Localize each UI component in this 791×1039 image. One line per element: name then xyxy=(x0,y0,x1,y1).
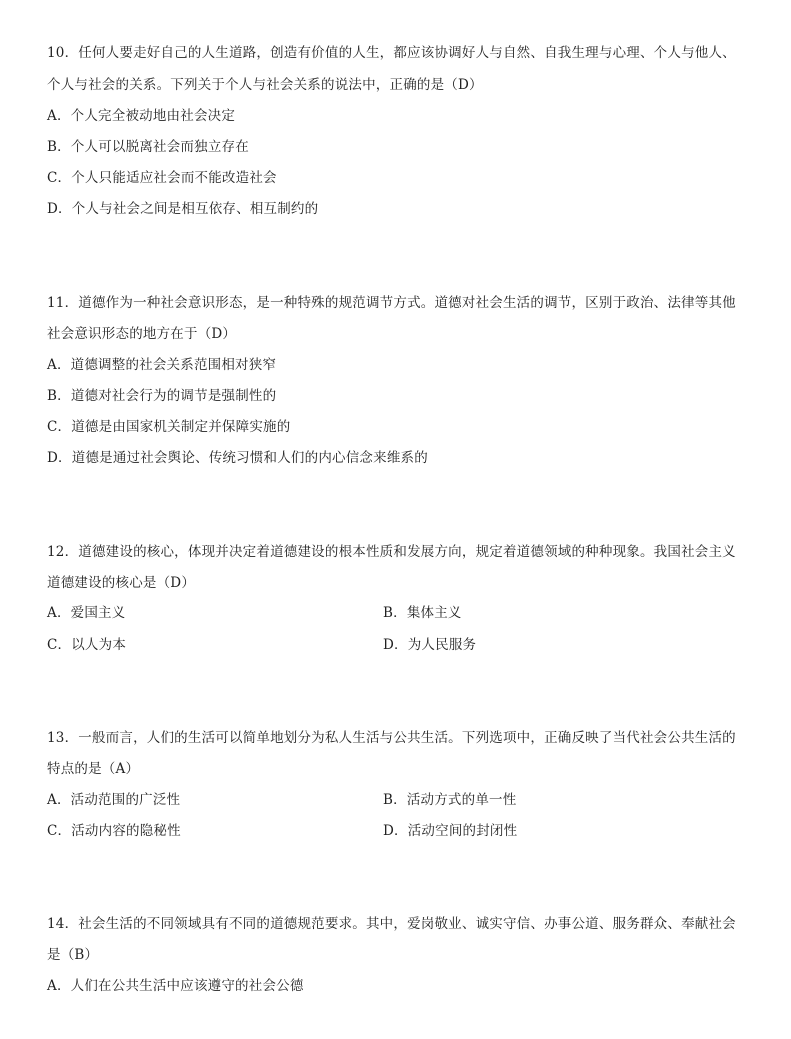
question-10-option-a: A．个人完全被动地由社会决定 xyxy=(47,108,236,124)
question-10-stem-line-1: 10．任何人要走好自己的人生道路，创造有价值的人生，都应该协调好人与自然、自我生理与心理、个人与他人、 xyxy=(47,45,736,61)
question-10-stem-line-2: 个人与社会的关系。下列关于个人与社会关系的说法中，正确的是（D） xyxy=(47,77,483,93)
question-12-option-d: D．为人民服务 xyxy=(383,637,477,653)
question-13-option-a: A．活动范围的广泛性 xyxy=(47,792,181,808)
question-10-option-b: B．个人可以脱离社会而独立存在 xyxy=(47,139,249,155)
question-10-option-d: D．个人与社会之间是相互依存、相互制约的 xyxy=(47,201,319,217)
question-13-stem-line-1: 13．一般而言，人们的生活可以简单地划分为私人生活与公共生活。下列选项中，正确反映了当代社会公共生活的 xyxy=(47,730,736,746)
question-12-option-c: C．以人为本 xyxy=(47,637,127,653)
question-13-stem-line-2: 特点的是（A） xyxy=(47,761,140,777)
question-12-option-b: B．集体主义 xyxy=(383,605,462,621)
question-11-stem-line-2: 社会意识形态的地方在于（D） xyxy=(47,326,237,342)
question-11-option-b: B．道德对社会行为的调节是强制性的 xyxy=(47,388,277,404)
question-14-option-a: A．人们在公共生活中应该遵守的社会公德 xyxy=(47,978,304,994)
question-13-option-c: C．活动内容的隐秘性 xyxy=(47,823,181,839)
question-12-stem-line-2: 道德建设的核心是（D） xyxy=(47,575,196,591)
question-12-stem-line-1: 12．道德建设的核心，体现并决定着道德建设的根本性质和发展方向，规定着道德领域的种种现象。我国社会主义 xyxy=(47,544,736,560)
question-11-option-c: C．道德是由国家机关制定并保障实施的 xyxy=(47,419,291,435)
question-10-option-c: C．个人只能适应社会而不能改造社会 xyxy=(47,170,277,186)
question-14-stem-line-2: 是（B） xyxy=(47,947,99,963)
question-13-option-d: D．活动空间的封闭性 xyxy=(383,823,518,839)
question-14-stem-line-1: 14．社会生活的不同领域具有不同的道德规范要求。其中，爱岗敬业、诚实守信、办事公道、服务群众、奉献社会 xyxy=(47,916,736,932)
question-12-option-a: A．爱国主义 xyxy=(47,605,126,621)
question-13-option-b: B．活动方式的单一性 xyxy=(383,792,517,808)
question-11-stem-line-1: 11．道德作为一种社会意识形态，是一种特殊的规范调节方式。道德对社会生活的调节，区别于政治、法律等其他 xyxy=(47,295,736,311)
question-11-option-a: A．道德调整的社会关系范围相对狭窄 xyxy=(47,357,277,373)
question-11-option-d: D．道德是通过社会舆论、传统习惯和人们的内心信念来维系的 xyxy=(47,450,428,466)
